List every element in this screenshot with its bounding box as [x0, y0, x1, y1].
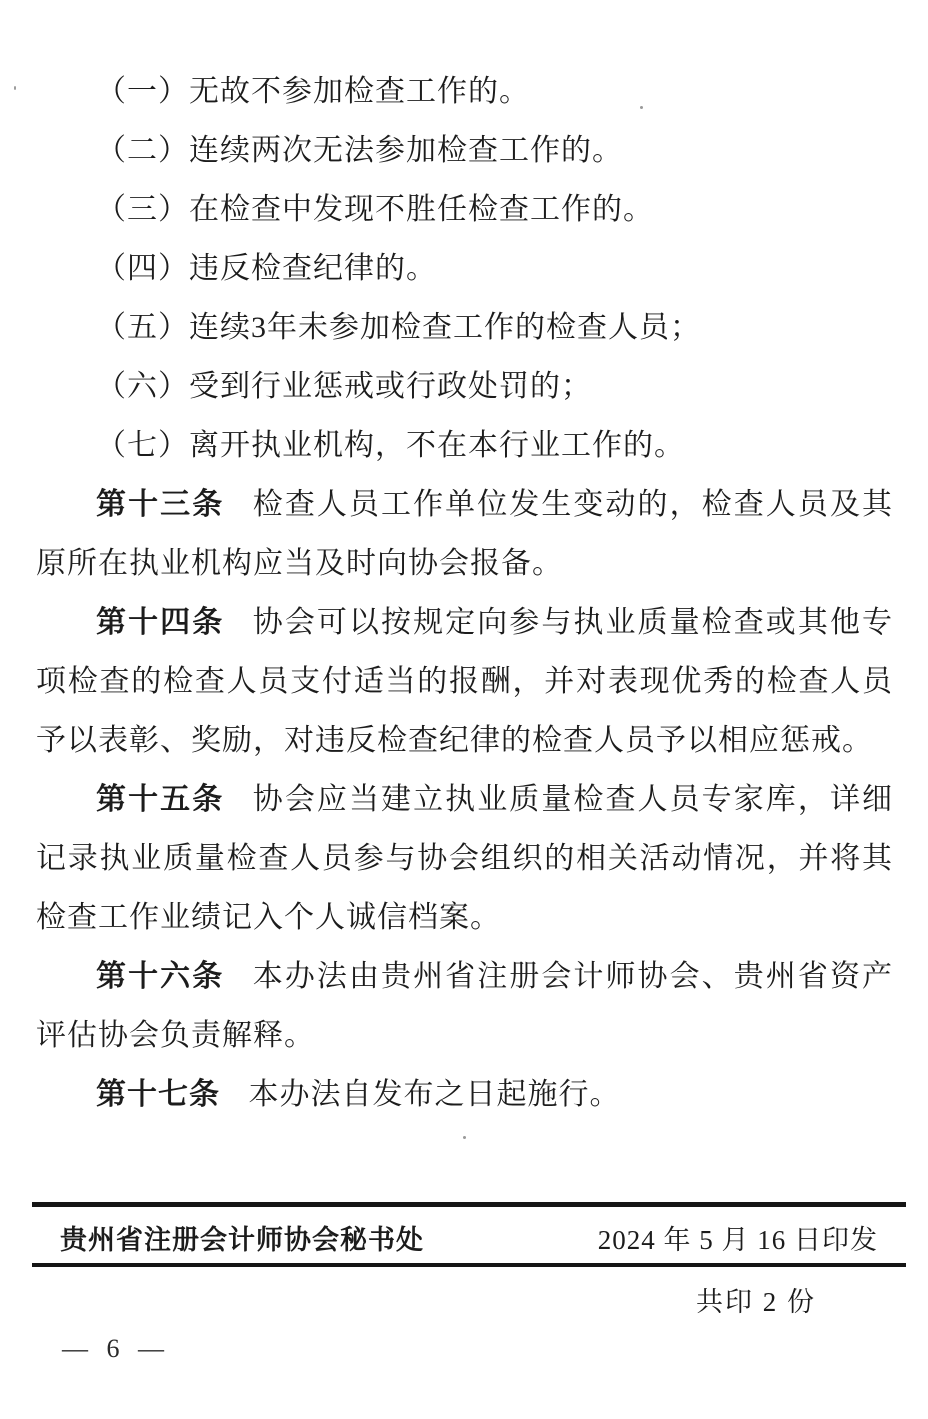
scan-speck — [14, 86, 16, 90]
article-paragraph — [36, 947, 893, 1065]
footer-print-date: 2024 年 5 月 16 日印发 — [597, 1225, 878, 1255]
list-item: （一）无故不参加检查工作的。 — [96, 75, 530, 108]
article-number: 第十六条 — [96, 960, 225, 993]
article-text: 检查人员工作单位发生变动的，检查人员及其原所在执业机构应当及时向协会报备。 — [36, 488, 894, 580]
article-text: 本办法由贵州省注册会计师协会、贵州省资产评估协会负责解释。 — [36, 960, 894, 1052]
article-text: 本办法自发布之日起施行。 — [248, 1078, 621, 1111]
list-item: （三）在检查中发现不胜任检查工作的。 — [96, 193, 654, 226]
footer-issuer: 贵州省注册会计师协会秘书处 — [60, 1225, 424, 1255]
footer-top-rule — [32, 1202, 906, 1207]
list-item: （二）连续两次无法参加检查工作的。 — [96, 134, 623, 167]
article-paragraph — [36, 475, 893, 593]
article-paragraph — [36, 770, 893, 947]
article-number: 第十五条 — [96, 783, 225, 816]
article-paragraph — [36, 593, 893, 770]
scan-speck — [640, 106, 643, 109]
list-item: （六）受到行业惩戒或行政处罚的； — [96, 370, 592, 403]
article-number: 第十四条 — [96, 606, 225, 639]
article-text: 协会可以按规定向参与执业质量检查或其他专项检查的检查人员支付适当的报酬，并对表现优秀的检查人员予以表彰、奖励，对违反检查纪律的检查人员予以相应惩戒。 — [36, 606, 894, 757]
list-item: （四）违反检查纪律的。 — [96, 252, 437, 285]
article-number: 第十三条 — [96, 488, 225, 521]
article-paragraph — [36, 1065, 893, 1124]
list-item: （七）离开执业机构，不在本行业工作的。 — [96, 429, 685, 462]
article-text: 协会应当建立执业质量检查人员专家库，详细记录执业质量检查人员参与协会组织的相关活动情况，并将其检查工作业绩记入个人诚信档案。 — [36, 783, 894, 934]
scan-speck — [463, 1136, 466, 1139]
document-body — [36, 62, 893, 1124]
footer-bottom-rule — [32, 1263, 906, 1267]
page-number: — 6 — — [62, 1334, 170, 1363]
footer-copies-count: 共印 2 份 — [696, 1287, 816, 1317]
footer-imprint-row — [60, 1218, 878, 1257]
list-item: （五）连续3年未参加检查工作的检查人员； — [96, 311, 701, 344]
article-number: 第十七条 — [96, 1078, 220, 1111]
